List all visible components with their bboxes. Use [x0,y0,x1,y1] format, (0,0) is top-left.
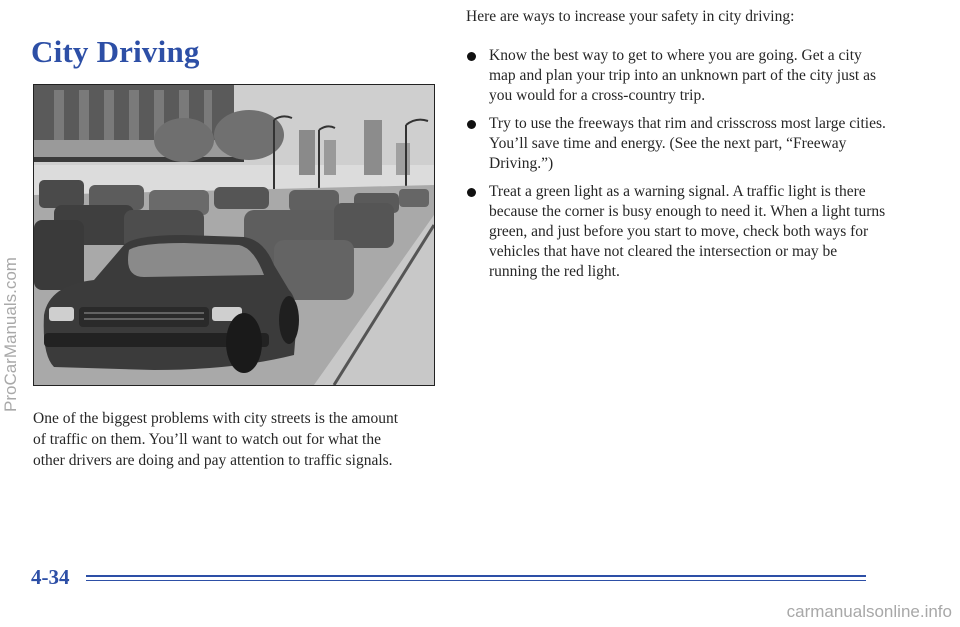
list-item-text: Know the best way to get to where you are going. Get a city map and plan your trip into an unknown part of the city just as you would for a cross-country trip. [489,47,876,104]
footer-rule-thin [86,580,866,581]
bullet-icon [467,120,476,129]
bullet-icon [467,188,476,197]
list-item [466,46,886,106]
illustration-svg [34,85,434,385]
city-traffic-illustration [33,84,435,386]
list-item-text: Treat a green light as a warning signal. A traffic light is there because the corner is busy enough to need it. When a light turns green, and just before you start to move, check both ways for vehicles that have not cleared the intersection or may be running the red light. [489,183,886,280]
tower-4 [396,143,410,175]
page-title: City Driving [31,34,200,69]
tower-2 [324,140,336,175]
footer-rule-thick [86,575,866,577]
list-item-text: Try to use the freeways that rim and crisscross most large cities. You’ll save time and energy. (See the next part, “Freeway Driving.”) [489,115,886,172]
tower-1 [299,130,315,175]
tips-list [466,46,886,290]
list-item [466,182,886,282]
bullet-icon [467,52,476,61]
footer-rule [86,575,866,584]
body-paragraph: One of the biggest problems with city streets is the amount of traffic on them. You’ll want to watch out for what the other drivers are doing and pay attention to traffic signals. [33,410,399,469]
overpass-shadow [34,157,244,162]
tree-1 [154,118,214,162]
page-number: 4-34 [31,565,70,589]
list-item [466,114,886,174]
intro-text: Here are ways to increase your safety in city driving: [466,8,795,25]
tower-3 [364,120,382,175]
bottom-watermark: carmanualsonline.info [786,602,952,621]
side-watermark: ProCarManuals.com [1,257,20,412]
